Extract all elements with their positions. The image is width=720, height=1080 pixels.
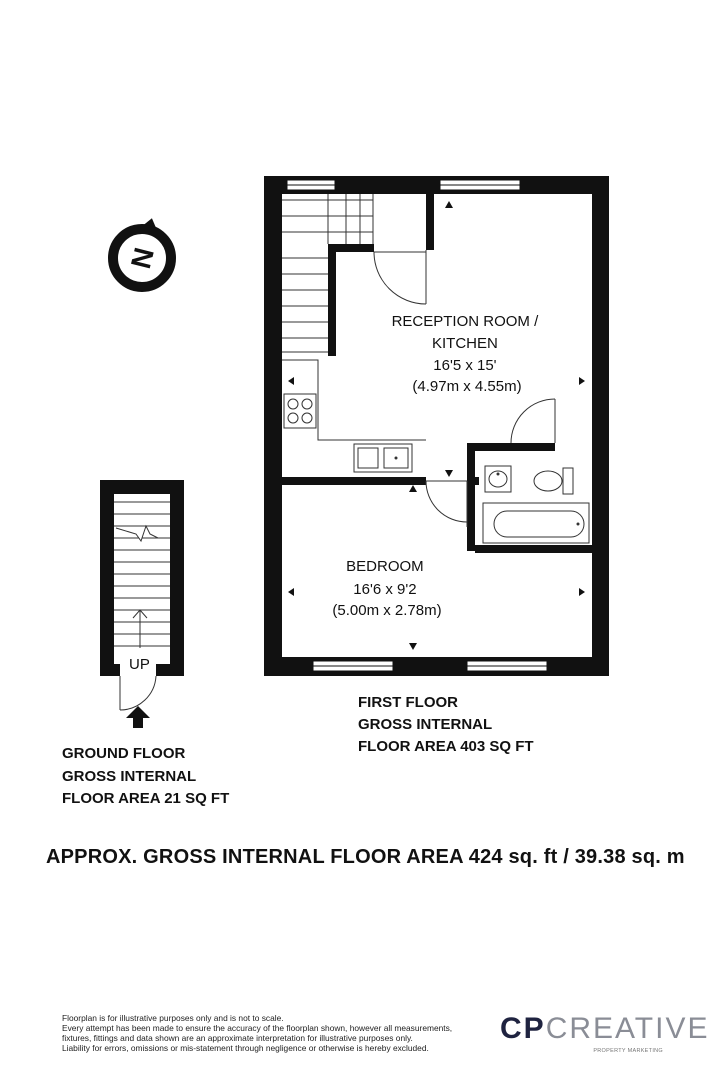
first-floor-caption-line: FIRST FLOOR bbox=[358, 694, 458, 711]
first-floor-caption-line: GROSS INTERNAL bbox=[358, 716, 492, 733]
logo-wordmark bbox=[500, 1012, 710, 1046]
ground-floor-caption-line: GROSS INTERNAL bbox=[62, 768, 196, 785]
bedroom-name: BEDROOM bbox=[346, 558, 424, 575]
first-floor-caption-line: FLOOR AREA 403 SQ FT bbox=[358, 738, 534, 755]
bedroom-door bbox=[426, 481, 467, 527]
disclaimer-line: Every attempt has been made to ensure the accuracy of the floorplan shown, however all measurements, bbox=[62, 1023, 453, 1033]
ground-floor-caption-line: GROUND FLOOR bbox=[62, 745, 186, 762]
kitchen-sink-icon bbox=[354, 444, 412, 472]
bedroom-size-imperial: 16'6 x 9'2 bbox=[353, 581, 417, 598]
first-floor-caption bbox=[358, 694, 534, 755]
north-compass-icon bbox=[113, 217, 171, 287]
bathroom-basin-icon bbox=[485, 466, 511, 492]
interior-wall bbox=[328, 244, 336, 356]
ground-floor-wall bbox=[100, 664, 120, 676]
logo-tagline: PROPERTY MARKETING bbox=[593, 1048, 663, 1054]
first-floor-exterior-wall bbox=[592, 176, 609, 676]
disclaimer bbox=[62, 1013, 492, 1053]
ground-floor-caption-line: FLOOR AREA 21 SQ FT bbox=[62, 790, 230, 807]
logo-creative: CREATIVE bbox=[545, 1012, 710, 1045]
ground-floor-entrance-door bbox=[120, 676, 156, 710]
bathroom-door bbox=[511, 399, 555, 443]
logo-cp: CP bbox=[500, 1012, 546, 1045]
interior-wall bbox=[426, 194, 434, 250]
disclaimer-line: Floorplan is for illustrative purposes only and is not to scale. bbox=[62, 1013, 284, 1023]
total-floor-area: APPROX. GROSS INTERNAL FLOOR AREA 424 sq. ft / 39.38 sq. m bbox=[46, 846, 685, 868]
reception-room-label bbox=[392, 313, 543, 395]
ground-floor-wall bbox=[156, 664, 184, 676]
first-floor-exterior-wall bbox=[264, 176, 282, 676]
hob-icon bbox=[284, 394, 316, 428]
interior-wall bbox=[282, 477, 426, 485]
ground-floor-stairs bbox=[114, 502, 170, 648]
ground-floor-wall bbox=[170, 480, 184, 676]
bedroom-label bbox=[332, 558, 441, 619]
stair-up-label: UP bbox=[129, 656, 150, 673]
interior-wall bbox=[467, 443, 555, 451]
ground-floor-wall bbox=[100, 480, 114, 676]
bathtub-icon bbox=[483, 503, 589, 543]
bedroom-size-metric: (5.00m x 2.78m) bbox=[332, 602, 442, 619]
first-floor-stairs bbox=[282, 194, 373, 352]
reception-room-size-imperial: 16'5 x 15' bbox=[433, 357, 497, 374]
compass-letter: N bbox=[124, 244, 160, 272]
ground-floor-caption bbox=[62, 745, 229, 807]
landing-door bbox=[374, 250, 426, 304]
reception-room-size-metric: (4.97m x 4.55m) bbox=[412, 378, 522, 395]
reception-room-name: KITCHEN bbox=[431, 335, 498, 352]
interior-wall bbox=[475, 545, 592, 553]
first-floor-plan bbox=[264, 176, 609, 676]
interior-wall bbox=[467, 443, 475, 551]
disclaimer-line: fixtures, fittings and data shown are an approximate interpretation for illustrative purposes only. bbox=[62, 1033, 413, 1043]
cp-creative-logo bbox=[500, 1012, 710, 1057]
ground-floor-plan bbox=[100, 480, 184, 728]
disclaimer-line: Liability for errors, omissions or mis-statement through negligence or otherwise is hereby excluded. bbox=[62, 1043, 429, 1053]
toilet-icon bbox=[534, 468, 573, 494]
reception-room-name: RECEPTION ROOM / bbox=[391, 313, 539, 330]
